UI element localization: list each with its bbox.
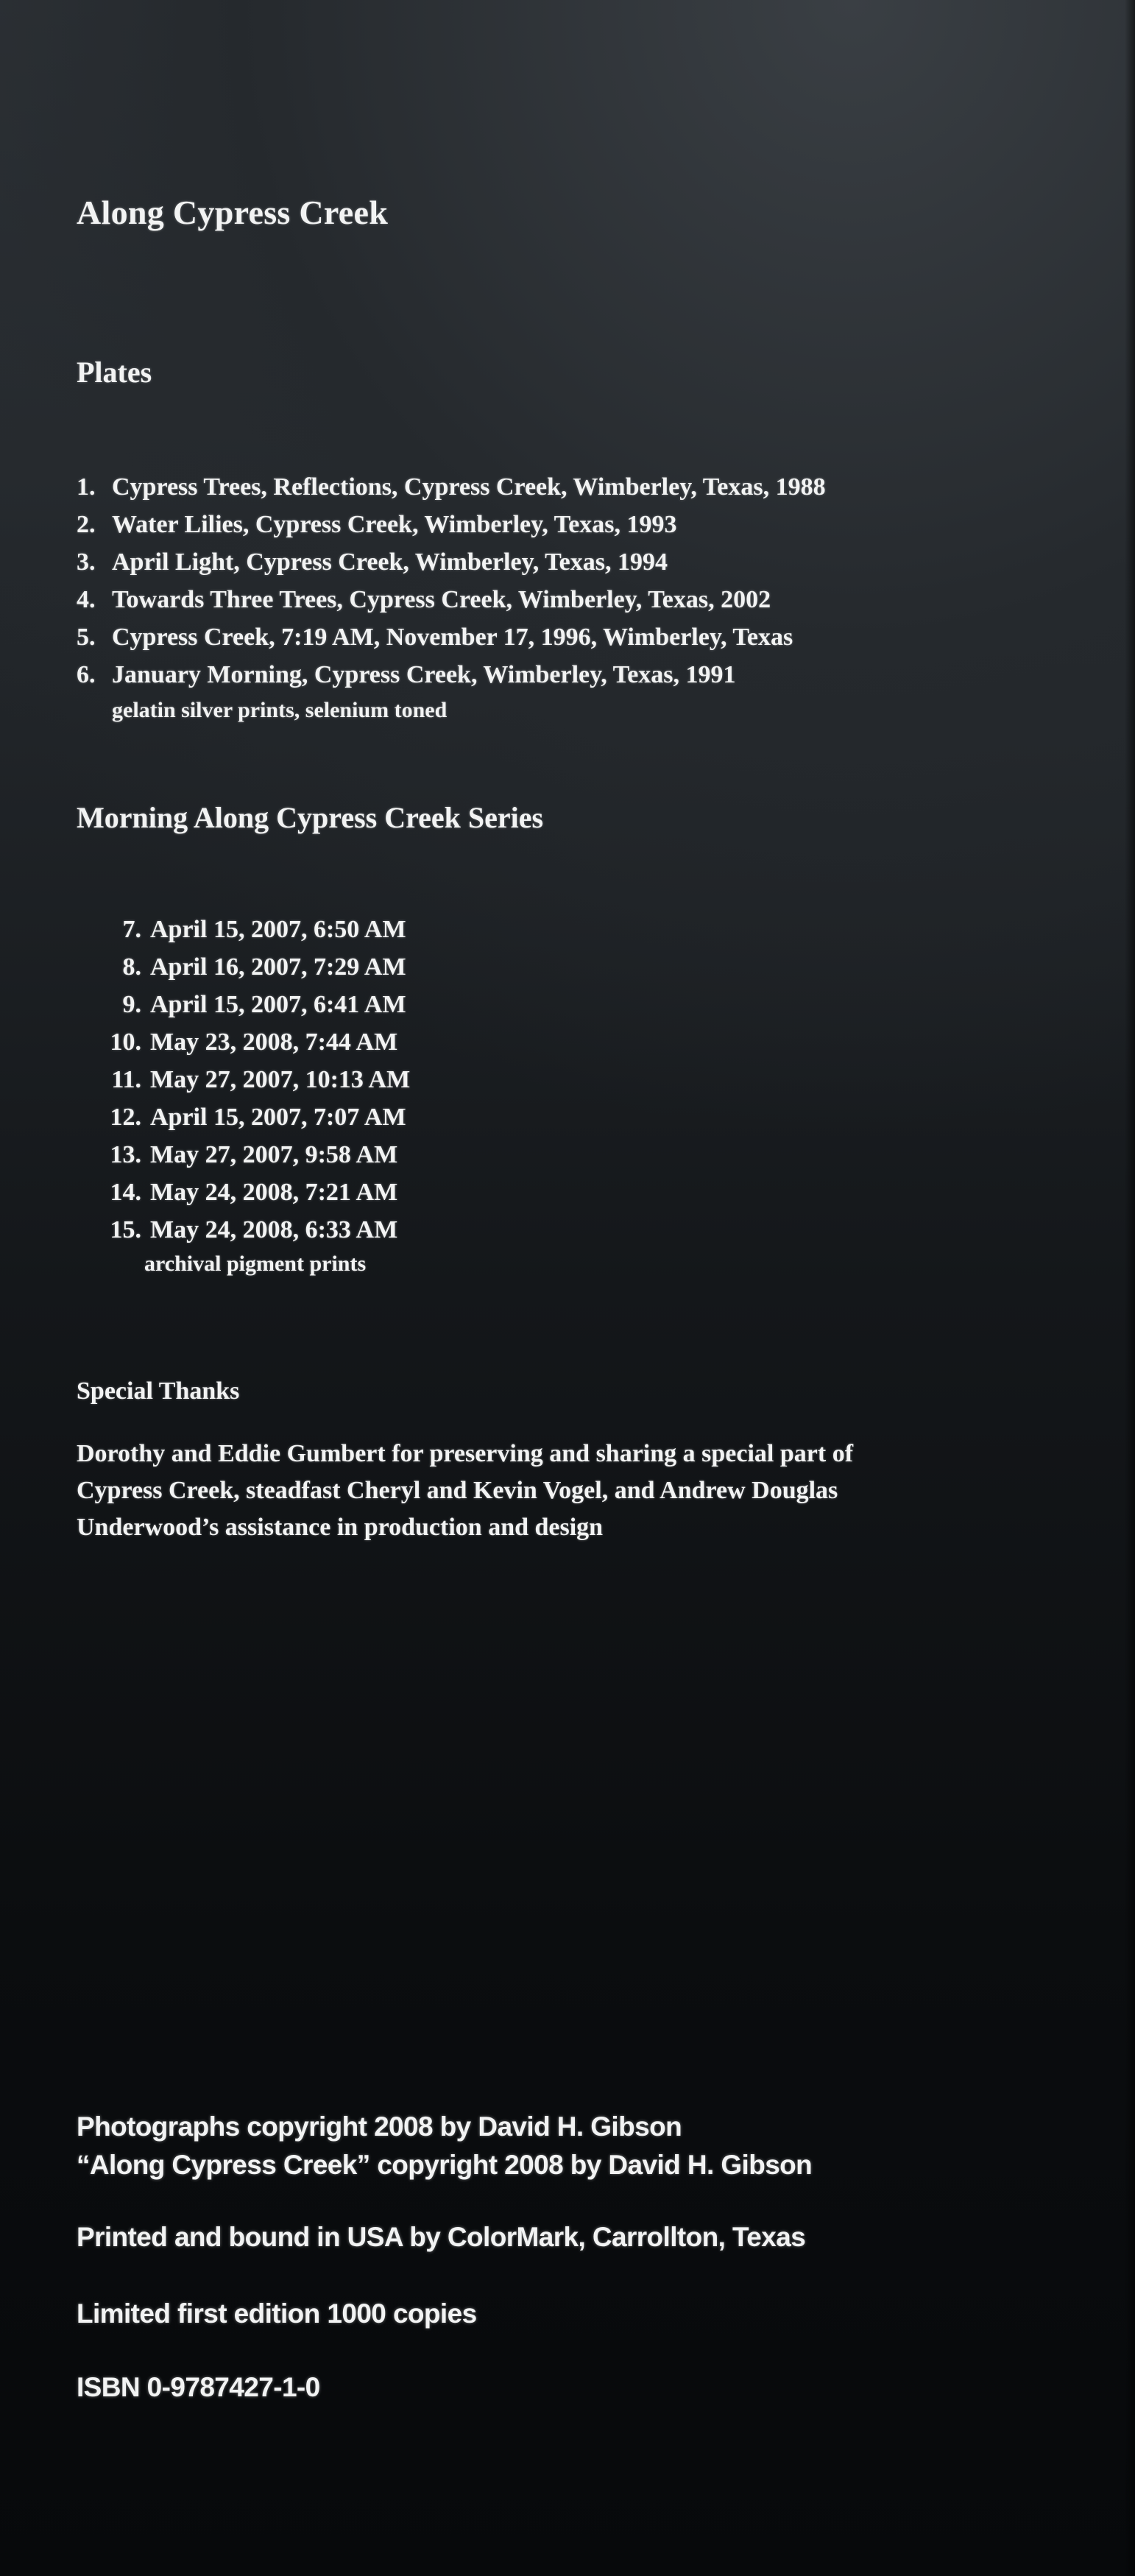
item-caption: May 24, 2008, 7:21 AM: [150, 1179, 398, 1206]
item-number: 4.: [77, 586, 96, 613]
item-number: 2.: [77, 511, 96, 538]
item-caption: April 15, 2007, 6:41 AM: [150, 991, 406, 1018]
item-number: 11.: [111, 1066, 141, 1093]
book-copyright: “Along Cypress Creek” copyright 2008 by David H. Gibson: [77, 2150, 813, 2180]
item-number: 15.: [110, 1216, 141, 1243]
item-caption: May 27, 2007, 9:58 AM: [150, 1141, 398, 1168]
list-item: [77, 618, 826, 656]
list-item: [77, 1061, 410, 1098]
item-number: 7.: [122, 916, 141, 943]
item-number: 13.: [110, 1141, 141, 1168]
list-item: [77, 1174, 410, 1211]
photographs-copyright: Photographs copyright 2008 by David H. Gibson: [77, 2111, 682, 2142]
list-item: [77, 506, 826, 543]
edition-note: Limited first edition 1000 copies: [77, 2298, 477, 2329]
thanks-line: Underwood’s assistance in production and design: [77, 1514, 604, 1541]
item-caption: Water Lilies, Cypress Creek, Wimberley, Texas, 1993: [112, 511, 677, 538]
item-caption: May 23, 2008, 7:44 AM: [150, 1028, 398, 1056]
list-item: [77, 986, 410, 1023]
plates-medium-note: gelatin silver prints, selenium toned: [112, 698, 448, 722]
list-item: [77, 543, 826, 581]
list-item: [77, 1211, 410, 1249]
thanks-line: Dorothy and Eddie Gumbert for preserving and sharing a special part of: [77, 1440, 854, 1467]
item-number: 9.: [122, 991, 141, 1018]
list-item: [77, 1023, 410, 1061]
list-item: [77, 1098, 410, 1136]
item-number: 8.: [122, 953, 141, 981]
thanks-line: Cypress Creek, steadfast Cheryl and Kevin Vogel, and Andrew Douglas: [77, 1477, 838, 1504]
list-item: [77, 581, 826, 618]
page-edge-shadow: [1125, 0, 1135, 2576]
list-item: [77, 948, 410, 986]
item-number: 3.: [77, 548, 96, 576]
list-item: [77, 468, 826, 506]
series-medium-note: archival pigment prints: [144, 1252, 367, 1276]
item-caption: May 24, 2008, 6:33 AM: [150, 1216, 398, 1243]
item-number: 6.: [77, 661, 96, 688]
item-caption: April 16, 2007, 7:29 AM: [150, 953, 406, 981]
item-number: 5.: [77, 624, 96, 651]
item-caption: April 15, 2007, 7:07 AM: [150, 1104, 406, 1131]
item-caption: Cypress Creek, 7:19 AM, November 17, 1996, Wimberley, Texas: [112, 624, 793, 651]
list-item: [77, 656, 826, 694]
item-number: 12.: [110, 1104, 141, 1131]
special-thanks-text: [77, 1436, 1033, 1546]
item-number: 1.: [77, 473, 96, 501]
item-caption: January Morning, Cypress Creek, Wimberley, Texas, 1991: [112, 661, 736, 688]
plates-list: [77, 468, 826, 694]
series-list: [77, 911, 410, 1249]
item-caption: April 15, 2007, 6:50 AM: [150, 916, 406, 943]
printer-credit: Printed and bound in USA by ColorMark, Carrollton, Texas: [77, 2222, 806, 2252]
list-item: [77, 911, 410, 948]
item-caption: Towards Three Trees, Cypress Creek, Wimberley, Texas, 2002: [112, 586, 771, 613]
item-number: 10.: [110, 1028, 141, 1056]
book-title: Along Cypress Creek: [77, 194, 389, 231]
special-thanks-heading: Special Thanks: [77, 1377, 240, 1405]
isbn: ISBN 0-9787427-1-0: [77, 2372, 320, 2402]
plates-heading: Plates: [77, 356, 152, 389]
item-caption: May 27, 2007, 10:13 AM: [150, 1066, 411, 1093]
list-item: [77, 1136, 410, 1174]
item-number: 14.: [110, 1179, 141, 1206]
item-caption: Cypress Trees, Reflections, Cypress Creek, Wimberley, Texas, 1988: [112, 473, 826, 501]
series-heading: Morning Along Cypress Creek Series: [77, 801, 544, 834]
item-caption: April Light, Cypress Creek, Wimberley, Texas, 1994: [112, 548, 668, 576]
